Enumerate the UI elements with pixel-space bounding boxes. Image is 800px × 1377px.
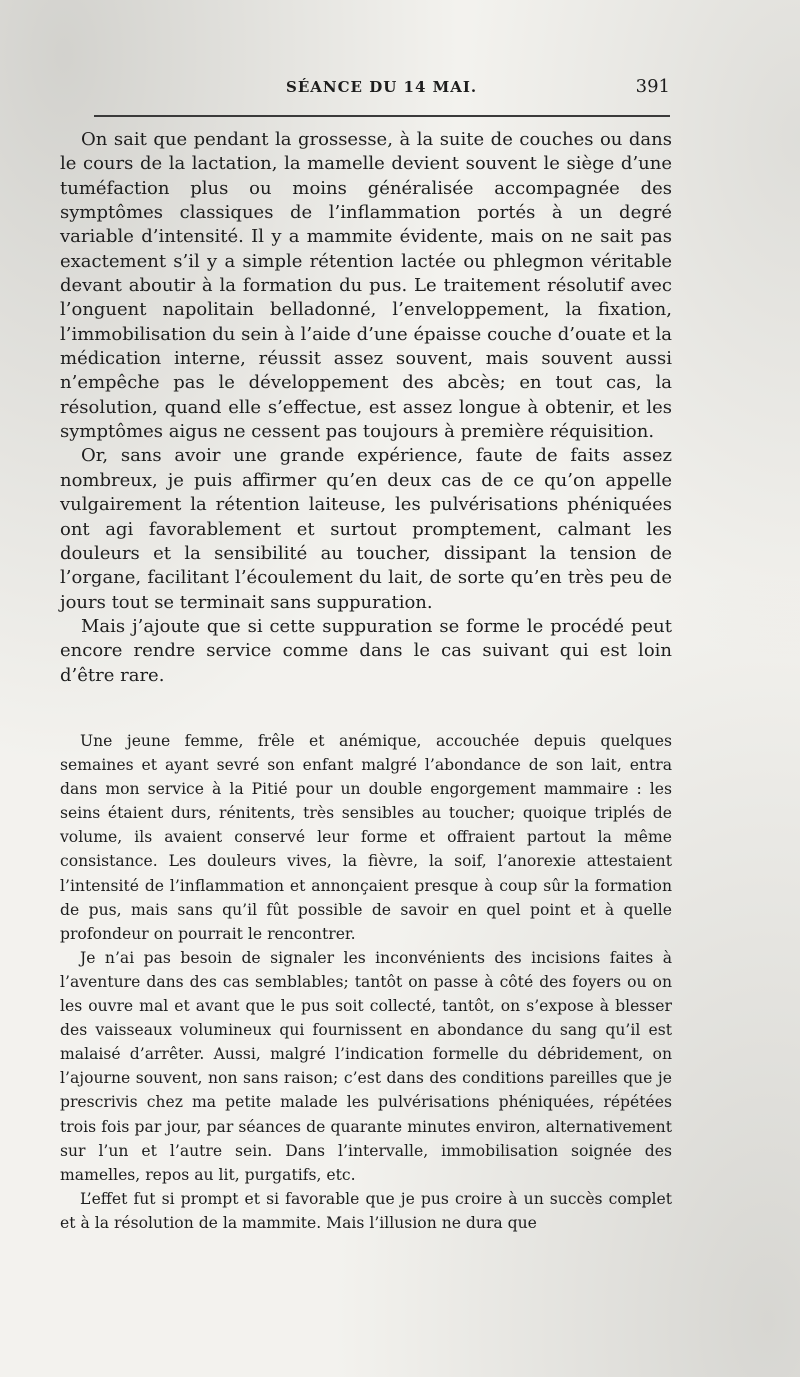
case-paragraph: L’effet fut si prompt et si favorable que je pus croire à un succès complet et à la résolution de la mammite. Mais l’illusion ne dura que [60, 1189, 672, 1232]
case-paragraph: Une jeune femme, frêle et anémique, accouchée depuis quelques semaines et ayant sevré son enfant malgré l’abondance de son lait, entra dans mon service à la Pitié pour un double engorgement mammaire : les seins étaient durs, rénitents, très sensibles au toucher; quoique triplés de volume, ils avaient conservé leur forme et offraient partout la même consistance. Les douleurs vives, la fièvre, la soif, l’anorexie attestaient l’intensité de l’inflammation et annonçaient presque à coup sûr la formation de pus, mais sans qu’il fût possible de savoir en quel point et à quelle profondeur on pourrait le rencontrer. [60, 732, 672, 943]
paragraph: Or, sans avoir une grande expérience, faute de faits assez nombreux, je puis affirmer qu’en deux cas de ce qu’on appelle vulgairement la rétention laiteuse, les pulvérisations phéniquées ont agi favorablement et surtout promptement, calmant les douleurs et la sensibilité au toucher, dissipant la tension de l’organe, facilitant l’écoulement du lait, de sorte qu’en très peu de jours tout se terminait sans suppuration. [60, 445, 672, 613]
header-rule [94, 115, 670, 117]
paragraph: On sait que pendant la grossesse, à la suite de couches ou dans le cours de la lactation, la mamelle devient souvent le siège d’une tuméfaction plus ou moins généralisée accompagnée des symptômes classiques de l’inflammation portés à un degré variable d’intensité. Il y a mammite évidente, mais on ne sait pas exactement s’il y a simple rétention lactée ou phlegmon véritable devant aboutir à la formation du pus. Le traitement résolutif avec l’onguent napolitain belladonné, l’enveloppement, la fixation, l’immobilisation du sein à l’aide d’une épaisse couche d’ouate et la médication interne, réussit assez souvent, mais souvent aussi n’empêche pas le développement des abcès; en tout cas, la résolution, quand elle s’effectue, est assez longue à obtenir, et les symptômes aigus ne cessent pas toujours à première réquisition. [60, 129, 672, 443]
case-report [60, 729, 672, 1235]
main-text [60, 128, 672, 688]
paragraph: Mais j’ajoute que si cette suppuration se forme le procédé peut encore rendre service comme dans le cas suivant qui est loin d’être rare. [60, 615, 672, 686]
page-header [60, 78, 670, 104]
page-number: 391 [635, 76, 670, 97]
case-paragraph: Je n’ai pas besoin de signaler les inconvénients des incisions faites à l’aventure dans des cas semblables; tantôt on passe à côté des foyers ou on les ouvre mal et avant que le pus soit collecté, tantôt, on s’expose à blesser des vaisseaux volumineux qui fournissent en abondance du sang qu’il est malaisé d’arrêter. Aussi, malgré l’indication formelle du débridement, on l’ajourne souvent, non sans raison; c’est dans des conditions pareilles que je prescrivis chez ma petite malade les pulvérisations phéniquées, répétées trois fois par jour, par séances de quarante minutes environ, alternativement sur l’un et l’autre sein. Dans l’intervalle, immobilisation soignée des mamelles, repos au lit, purgatifs, etc. [60, 948, 672, 1184]
running-title: SÉANCE DU 14 MAI. [286, 78, 478, 96]
